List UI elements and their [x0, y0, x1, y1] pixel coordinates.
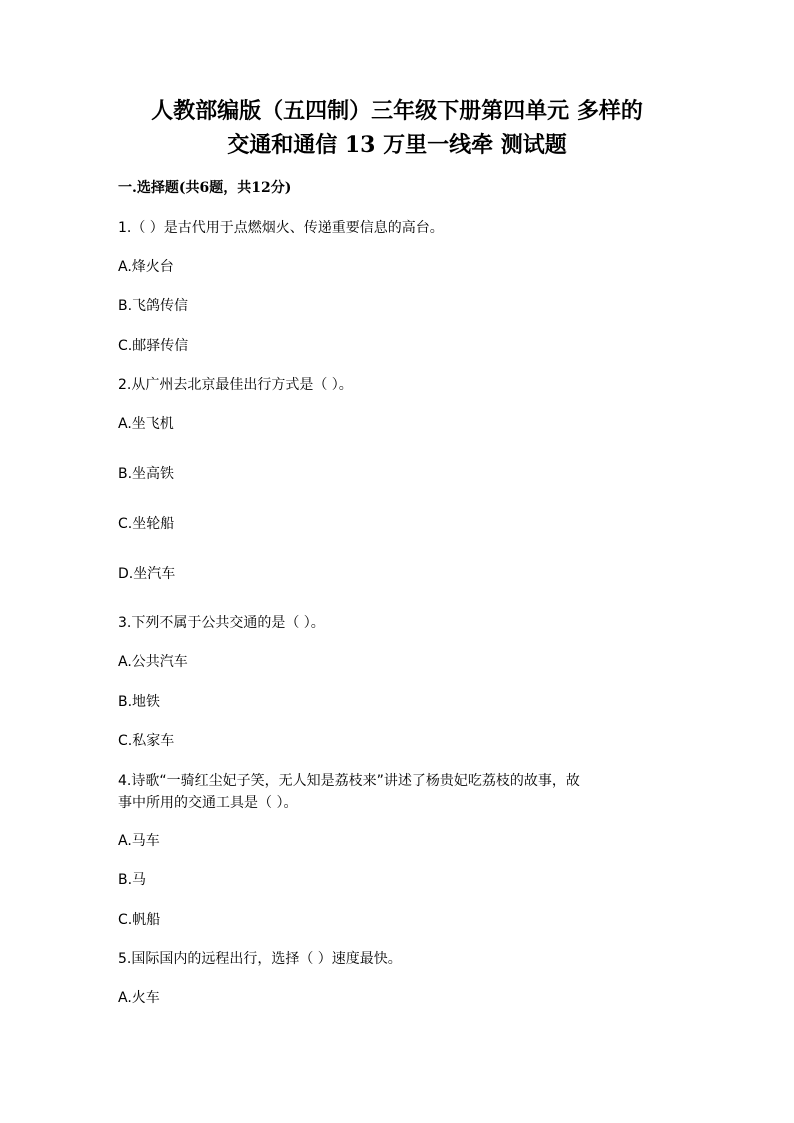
question-3-stem: 3.下列不属于公共交通的是（ ）。 [118, 615, 325, 631]
question-1-option-a: A.烽火台 [118, 259, 174, 275]
question-5-stem: 5.国际国内的远程出行，选择（ ）速度最快。 [118, 951, 402, 967]
question-2-stem: 2.从广州去北京最佳出行方式是（ ）。 [118, 377, 353, 393]
question-1-option-b: B.飞鸽传信 [118, 298, 189, 314]
section-header: 一.选择题(共6题，共12分) [118, 180, 292, 196]
question-4-stem-line-2: 事中所用的交通工具是（ ）。 [118, 795, 298, 811]
question-4-option-b: B.马 [118, 872, 147, 888]
question-4-option-c: C.帆船 [118, 912, 161, 928]
question-3-option-b: B.地铁 [118, 694, 161, 710]
question-2-option-a: A.坐飞机 [118, 416, 174, 432]
question-3-option-c: C.私家车 [118, 733, 175, 749]
question-1-option-c: C.邮驿传信 [118, 338, 189, 354]
question-2-option-b: B.坐高铁 [118, 466, 175, 482]
question-5-option-a: A.火车 [118, 990, 160, 1006]
question-4-stem-line-1: 4.诗歌“一骑红尘妃子笑，无人知是荔枝来”讲述了杨贵妃吃荔枝的故事，故 [118, 773, 580, 789]
question-2-option-d: D.坐汽车 [118, 566, 176, 582]
question-1-stem: 1.（ ）是古代用于点燃烟火、传递重要信息的高台。 [118, 220, 444, 236]
question-2-option-c: C.坐轮船 [118, 516, 175, 532]
question-4-option-a: A.马车 [118, 833, 160, 849]
question-3-option-a: A.公共汽车 [118, 654, 188, 670]
document-title-line-1: 人教部编版（五四制）三年级下册第四单元 多样的 [151, 98, 643, 124]
document-title-line-2: 交通和通信 13 万里一线牵 测试题 [227, 132, 567, 158]
